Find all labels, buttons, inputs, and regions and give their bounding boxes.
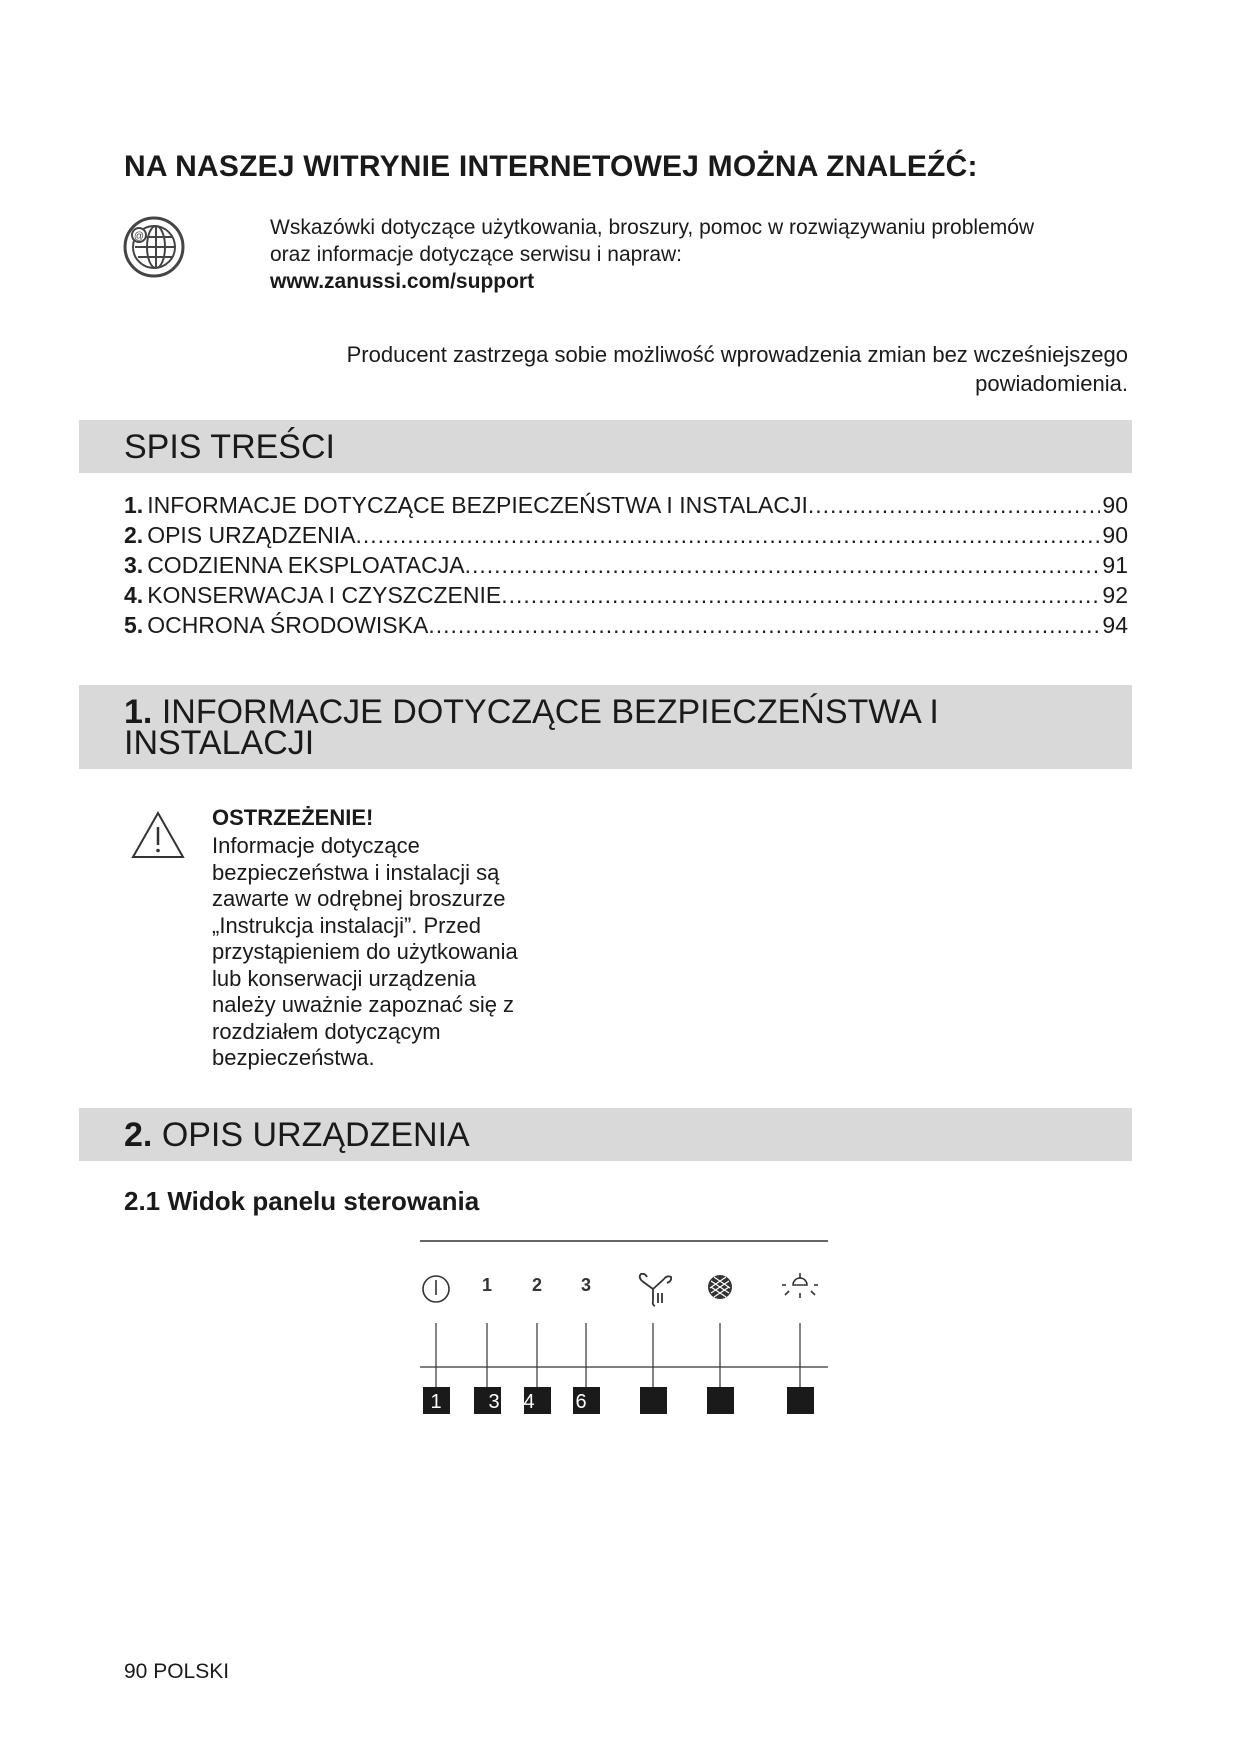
- table-of-contents: [124, 490, 1128, 640]
- warning-line: zawarte w odrębnej broszurze: [212, 886, 506, 911]
- toc-item[interactable]: [124, 490, 1128, 520]
- toc-item[interactable]: [124, 520, 1128, 550]
- toc-item-number: 4.: [124, 582, 144, 608]
- section1-title-line1: INFORMACJE DOTYCZĄCE BEZPIECZEŃSTWA I: [161, 693, 939, 731]
- warning-line: należy uważnie zapoznać się z: [212, 992, 515, 1017]
- toc-item-number: 5.: [124, 612, 144, 638]
- callout-number: 4: [523, 1391, 535, 1413]
- support-url-link[interactable]: www.zanussi.com/support: [270, 270, 535, 293]
- speed-label: 3: [580, 1275, 592, 1295]
- toc-item-label: KONSERWACJA I CZYSZCZENIE: [147, 582, 502, 608]
- callout-number: 1: [430, 1391, 442, 1413]
- toc-item-page: 92: [1102, 582, 1128, 608]
- section2-number: 2.: [124, 1116, 153, 1154]
- speed-label: 1: [481, 1275, 493, 1295]
- section1-title: [124, 693, 939, 762]
- producer-note-line1: Producent zastrzega sobie możliwość wprowadzenia zmian bez wcześniejszego: [346, 342, 1128, 367]
- page-heading: NA NASZEJ WITRYNIE INTERNETOWEJ MOŻNA ZNALEŹĆ:: [124, 150, 978, 183]
- section2-title: [124, 1116, 470, 1155]
- website-info-line2: oraz informacje dotyczące serwisu i napraw:: [270, 243, 683, 266]
- globe-icon: [122, 215, 186, 279]
- website-info: [270, 214, 1034, 295]
- grease-filter-icon: [708, 1275, 732, 1299]
- toc-item-label: OPIS URZĄDZENIA: [147, 522, 356, 548]
- subsection-title: 2.1 Widok panelu sterowania: [124, 1186, 480, 1216]
- toc-item[interactable]: [124, 610, 1128, 640]
- warning-text: [212, 833, 582, 1072]
- power-icon: [423, 1276, 449, 1302]
- toc-leader-dots: [428, 610, 1100, 640]
- control-panel-diagram: [416, 1235, 836, 1435]
- warning-line: „Instrukcja instalacji”. Przed: [212, 912, 481, 938]
- light-icon: [782, 1273, 818, 1298]
- callout-box: [787, 1387, 814, 1414]
- producer-note-line2: powiadomienia.: [975, 371, 1128, 396]
- toc-item[interactable]: [124, 580, 1128, 610]
- toc-leader-dots: [356, 520, 1101, 550]
- warning-title: OSTRZEŻENIE!: [212, 805, 374, 830]
- toc-leader-dots: [808, 490, 1101, 520]
- page-footer: 90 POLSKI: [124, 1660, 230, 1683]
- warning-line: bezpieczeństwa.: [212, 1045, 375, 1070]
- warning-triangle-icon: [130, 810, 186, 860]
- producer-note: [240, 340, 1128, 398]
- speed-label: 2: [531, 1275, 543, 1295]
- callout-number: 3: [488, 1391, 500, 1413]
- section1-title-line2: INSTALACJI: [124, 724, 315, 762]
- toc-item[interactable]: [124, 550, 1128, 580]
- warning-line: Informacje dotyczące: [212, 833, 420, 858]
- section1-number: 1.: [124, 693, 153, 731]
- toc-leader-dots: [501, 580, 1100, 610]
- callout-box: [640, 1387, 667, 1414]
- toc-item-label: OCHRONA ŚRODOWISKA: [147, 612, 429, 638]
- toc-item-label: INFORMACJE DOTYCZĄCE BEZPIECZEŃSTWA I INSTALACJI: [147, 492, 808, 518]
- toc-item-page: 90: [1102, 492, 1128, 518]
- website-info-line1: Wskazówki dotyczące użytkowania, broszury, pomoc w rozwiązywaniu problemów: [270, 216, 1035, 239]
- callout-box: [707, 1387, 734, 1414]
- warning-line: bezpieczeństwa i instalacji są: [212, 859, 500, 885]
- warning-line: lub konserwacji urządzenia: [212, 965, 477, 991]
- toc-item-number: 2.: [124, 522, 144, 548]
- toc-item-number: 1.: [124, 492, 144, 518]
- toc-item-page: 94: [1102, 612, 1128, 638]
- warning-line: rozdziałem dotyczącym: [212, 1018, 441, 1044]
- toc-item-number: 3.: [124, 552, 144, 578]
- warning-line: przystąpieniem do użytkowania: [212, 939, 518, 964]
- toc-leader-dots: [465, 550, 1101, 580]
- fan-boost-icon: [640, 1274, 671, 1306]
- callout-number: 6: [575, 1391, 587, 1413]
- svg-text:@: @: [133, 231, 145, 242]
- toc-title: SPIS TREŚCI: [124, 428, 335, 466]
- toc-item-label: CODZIENNA EKSPLOATACJA: [147, 552, 465, 578]
- toc-item-page: 91: [1102, 552, 1128, 578]
- section2-title-text: OPIS URZĄDZENIA: [161, 1116, 470, 1154]
- toc-item-page: 90: [1102, 522, 1128, 548]
